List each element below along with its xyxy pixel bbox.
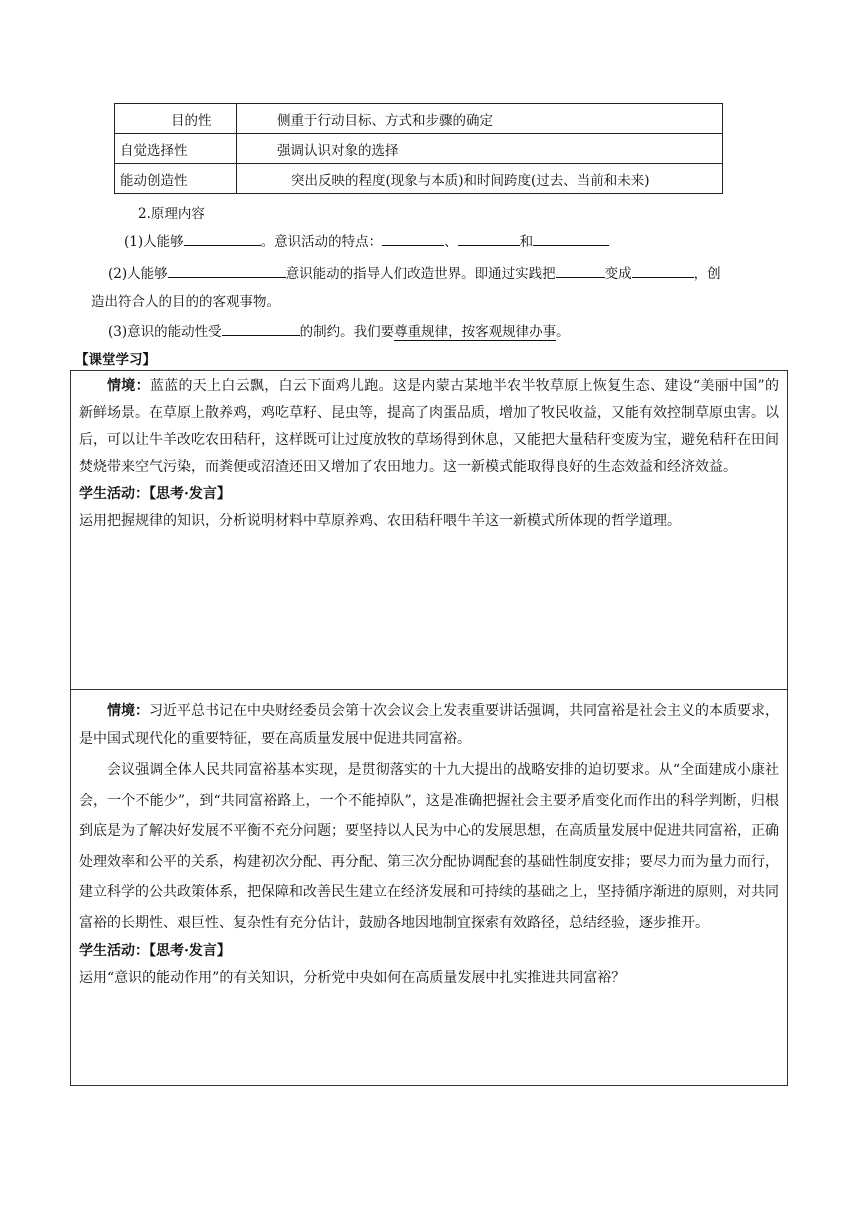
- table-desc: 强调认识对象的选择: [237, 134, 723, 164]
- case-paragraph: 会议强调全体人民共同富裕基本实现，是贯彻落实的十九大提出的战略安排的迫切要求。从“全面建成小康社会，一个不能少”，到“共同富裕路上，一个不能掉队”，这是准确把握社会主要矛盾变化而作出的科学判断，归根到底是为了解决好发展不平衡不充分问题；要坚持以人民为中心的发展思想，在高质量发展中促进共同富裕，正确处理效率和公平的关系，构建初次分配、再分配、第三次分配协调配套的基础性制度安排；要尽力而为量力而行，建立科学的公共政策体系，把保障和改善民生建立在经济发展和可持续的基础之上，坚持循序渐进的原则，对共同富裕的长期性、艰巨性、复杂性有充分估计，鼓励各地因地制宜探索有效路径，总结经验，逐步推开。: [79, 762, 779, 931]
- question: 运用把握规律的知识，分析说明材料中草原养鸡、农田秸秆喂牛羊这一新模式所体现的哲学道理。: [79, 513, 681, 529]
- table-row: [115, 104, 723, 134]
- activity-line: [79, 938, 779, 965]
- case-label: 情境：: [107, 703, 149, 719]
- activity-tag: 【思考·发言】: [149, 943, 231, 959]
- text-seg: (3)意识的能动性受: [108, 324, 222, 340]
- table-term: 自觉选择性: [115, 134, 237, 164]
- fill-blank[interactable]: [184, 232, 261, 246]
- text-seg: 、: [444, 234, 458, 250]
- fill-blank[interactable]: [632, 264, 694, 278]
- underlined-phrase: 尊重规律，按客观规律办事: [394, 324, 557, 340]
- case-paragraph: [79, 697, 779, 753]
- table-desc: 侧重于行动目标、方式和步骤的确定: [237, 104, 723, 134]
- principle-line-2b: 造出符合人的目的的客观事物。: [91, 294, 280, 310]
- principle-line-2: [108, 262, 721, 282]
- text-seg: ，创: [693, 266, 721, 282]
- principle-heading: 2.原理内容: [138, 206, 205, 222]
- text-seg: 和: [519, 234, 534, 250]
- text-seg: 的制约。我们要: [299, 324, 395, 340]
- text-seg: 变成: [604, 266, 632, 282]
- text-seg: 。: [556, 324, 570, 340]
- table-row: [115, 164, 723, 194]
- activity-label: 学生活动：: [79, 486, 149, 502]
- fill-blank[interactable]: [533, 232, 609, 246]
- activity-label: 学生活动：: [79, 943, 149, 959]
- table-term: 目的性: [115, 104, 237, 134]
- case-box-1: [70, 370, 788, 690]
- fill-blank[interactable]: [556, 264, 605, 278]
- fill-blank[interactable]: [168, 264, 286, 278]
- activity-tag: 【思考·发言】: [149, 486, 231, 502]
- text-seg: 。意识活动的特点：: [260, 234, 383, 250]
- fill-blank[interactable]: [458, 232, 520, 246]
- fill-blank[interactable]: [222, 322, 300, 336]
- principle-line-3: [108, 320, 570, 340]
- text-seg: (2)人能够: [108, 266, 168, 282]
- fill-blank[interactable]: [382, 232, 444, 246]
- question: 运用“意识的能动作用”的有关知识，分析党中央如何在高质量发展中扎实推进共同富裕？: [79, 970, 626, 986]
- case-text: 习近平总书记在中央财经委员会第十次会议会上发表重要讲话强调，共同富裕是社会主义的本质要求，是中国式现代化的重要特征，要在高质量发展中促进共同富裕。: [79, 703, 779, 747]
- case-box-2: [70, 689, 788, 1086]
- case-label: 情境：: [107, 378, 150, 394]
- text-seg: (1)人能够: [124, 234, 184, 250]
- case-text: 蓝蓝的天上白云飘，白云下面鸡儿跑。这是内蒙古某地半农半牧草原上恢复生态、建设“美丽中国”的新鲜场景。在草原上散养鸡，鸡吃草籽、昆虫等，提高了肉蛋品质，增加了牧民收益，又能有效控制草原虫害。以后，可以让牛羊改吃农田秸秆，这样既可让过度放牧的草场得到休息，又能把大量秸秆变废为宝，避免秸秆在田间焚烧带来空气污染，而粪便或沼渣还田又增加了农田地力。这一新模式能取得良好的生态效益和经济效益。: [79, 378, 780, 475]
- activity-line: [79, 481, 779, 508]
- text-seg: 意识能动的指导人们改造世界。即通过实践把: [285, 266, 556, 282]
- table-term: 能动创造性: [115, 164, 237, 194]
- section-title: 【课堂学习】: [75, 352, 156, 368]
- summary-table: [114, 103, 723, 194]
- principle-line-1: [124, 230, 609, 250]
- table-row: [115, 134, 723, 164]
- case-paragraph: [79, 373, 779, 481]
- table-desc: 突出反映的程度(现象与本质)和时间跨度(过去、当前和未来): [237, 164, 723, 194]
